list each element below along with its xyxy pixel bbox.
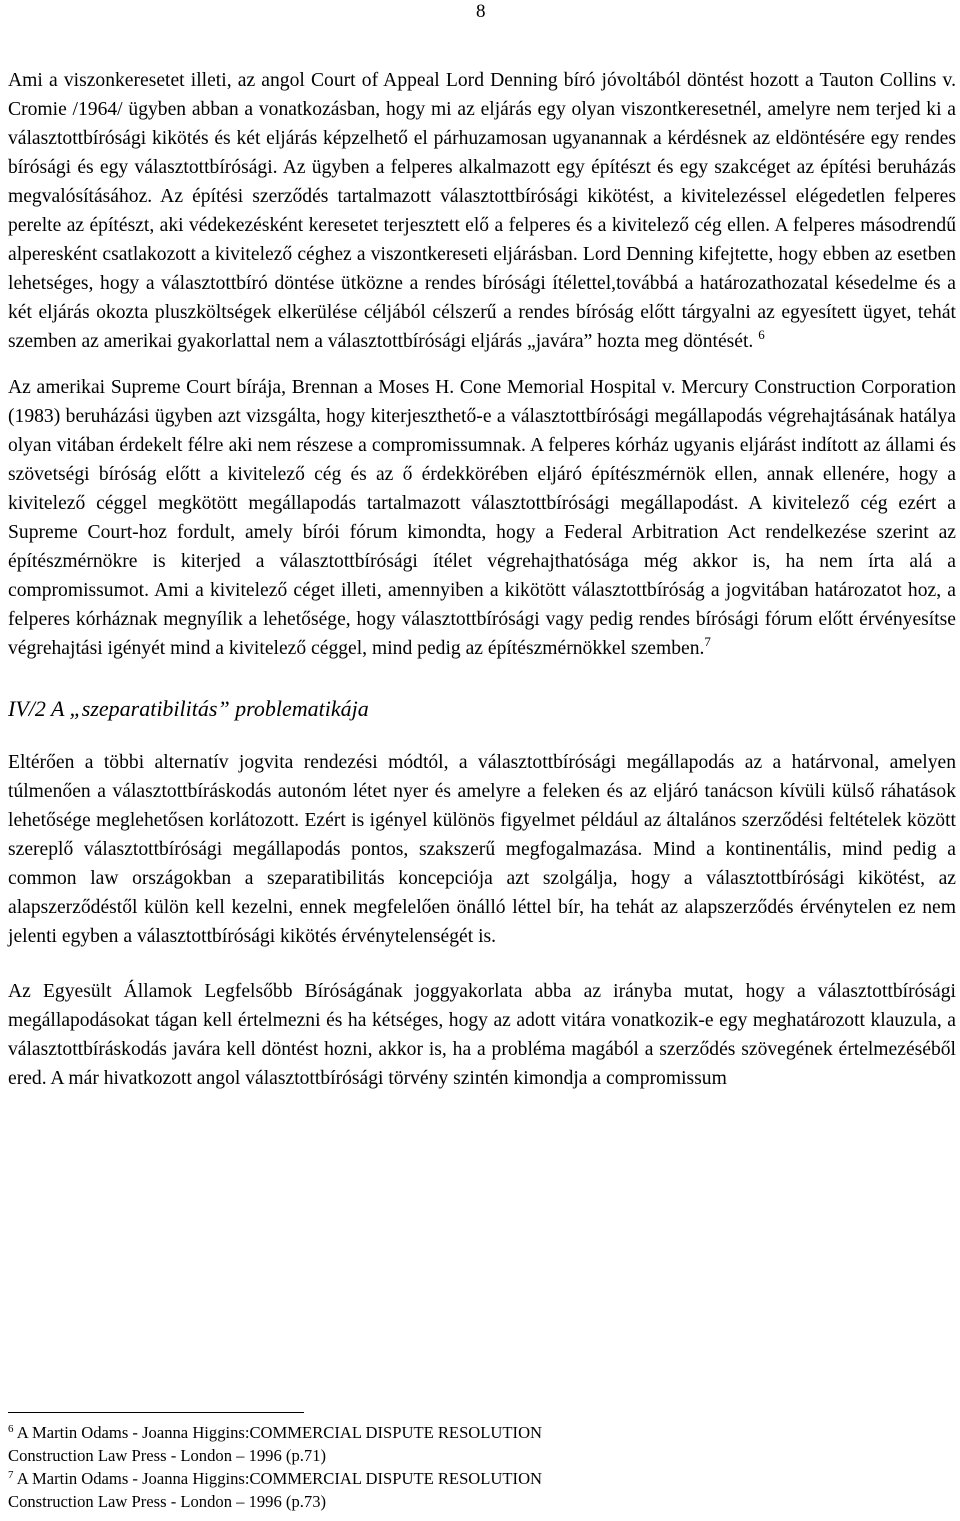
paragraph-viszonkereset <box>8 66 956 356</box>
footnotes <box>8 1421 908 1513</box>
footnote-publisher: Construction Law Press - London – 1996 (p.71) <box>8 1446 327 1465</box>
footnote-marker: 7 <box>8 1469 14 1481</box>
section-heading: IV/2 A „szeparatibilitás” problematikája <box>8 696 369 721</box>
page-number: 8 <box>476 1 486 22</box>
footnote-7 <box>8 1467 908 1513</box>
footnote-citation: A Martin Odams - Joanna Higgins:COMMERCIAL DISPUTE RESOLUTION <box>16 1423 543 1442</box>
paragraph-separability: Eltérően a többi alternatív jogvita rendezési módtól, a választottbírósági megállapodás az a határvonal, amelyen túlmenően a választottbíráskodás autonóm létet nyer és amelyre a feleken és az eljáró tanácson kívüli külső ráhatások lehetősége meglehetősen korlátozott. Ezért is igényel különös figyelmet például az általános szerződési feltételek között szereplő választottbírósági megállapodás pontos, szakszerű megfogalmazása. Mind a kontinentális, mind pedig a common law országokban a szeparatibilitás koncepciója azt szolgálja, hogy a választottbírósági kikötést, az alapszerződéstől külön kell kezelni, ennek megfelelően önálló léttel bír, ha tehát az alapszerződés érvénytelen ez nem jelenti egyben a választottbírósági kikötés érvénytelenségét is. <box>8 752 956 947</box>
paragraph-supreme-court <box>8 373 956 663</box>
paragraph-us-supreme-court: Az Egyesült Államok Legfelsőbb Bíróságának joggyakorlata abba az irányba mutat, hogy a választottbírósági megállapodásokat tágan kell értelmezni és ha kétséges, hogy az adott vitára vonatkozik-e egy meghatározott klauzula, a választottbíráskodás javára kell döntést hozni, akkor is, ha a probléma magából a szerződés szövegének értelmezéséből ered. A már hivatkozott angol választottbírósági törvény szintén kimondja a compromissum <box>8 981 956 1089</box>
paragraph-text: Az amerikai Supreme Court bírája, Brennan a Moses H. Cone Memorial Hospital v. Mercury Construction Corporation (1983) beruházási ügyben azt vizsgálta, hogy kiterjeszthető-e a választottbírósági megállapodás végrehajtásának hatálya olyan vitában érdekelt félre aki nem részese a compromissumnak. A felperes kórház ugyanis eljárást indított az állami és szövetségi bíróság előtt a kivitelező cég és az ő érdekkörében eljáró építészmérnök ellen, annak ellenére, hogy a kivitelező céggel megkötött megállapodás tartalmazott választottbírósági megállapodást. A kivitelező cég ezért a Supreme Court-hoz fordult, amely bírói fórum kimondta, hogy a Federal Arbitration Act rendelkezése szerint az építészmérnökre is kiterjed a választottbírósági ítélet végrehajthatósága még akkor is, ha nem írta alá a compromissumot. Ami a kivitelező céget illeti, amennyiben a kikötött választottbíróság a jogvitában határozatot hoz, a felperes kórháznak megnyílik a lehetősége, hogy választottbírósági vagy pedig rendes bírósági fórum előtt érvényesítse végrehajtási igényét mind a kivitelező céggel, mind pedig az építészmérnökkel szemben. <box>8 377 956 659</box>
footnote-citation: A Martin Odams - Joanna Higgins:COMMERCIAL DISPUTE RESOLUTION <box>16 1469 543 1488</box>
footnote-divider <box>8 1412 304 1413</box>
footnote-6 <box>8 1421 908 1467</box>
footnote-publisher: Construction Law Press - London – 1996 (p.73) <box>8 1492 327 1511</box>
document-body <box>8 66 956 1093</box>
footnote-reference: 6 <box>758 327 765 342</box>
footnote-reference: 7 <box>704 634 711 649</box>
footnote-marker: 6 <box>8 1423 14 1435</box>
paragraph-text: Ami a viszonkeresetet illeti, az angol Court of Appeal Lord Denning bíró jóvoltából döntést hozott a Tauton Collins v. Cromie /1964/ ügyben abban a vonatkozásban, hogy mi az eljárás egy olyan viszontkeresetnél, amelyre nem terjed ki a választottbírósági kikötés és két eljárás képzelhető el párhuzamosan ugyanannak a kérdésnek az eldöntésére egy rendes bírósági és egy választottbírósági. Az ügyben a felperes alkalmazott egy építészt és egy szakcéget az építési beruházás megvalósításához. Az építési szerződés tartalmazott választottbírósági kikötést, a kivitelezéssel elégedetlen felperes perelte az építészt, aki védekezésként keresetet terjesztett elő a felperes és a kivitelező cég ellen. A felperes másodrendű alperesként csatlakozott a kivitelező céghez a viszontkereseti eljárásban. Lord Denning kifejtette, hogy ebben az esetben lehetséges, hogy a választottbíró döntése ütközne a rendes bírósági ítélettel,továbbá a határozathozatal késedelme és a két eljárás okozta pluszköltségek elkerülése céljából célszerű a rendes bíróság előtt tárgyalni az egyesített ügyet, tehát szemben az amerikai gyakorlattal nem a választottbírósági eljárás „javára” hozta meg döntését. <box>8 70 956 352</box>
